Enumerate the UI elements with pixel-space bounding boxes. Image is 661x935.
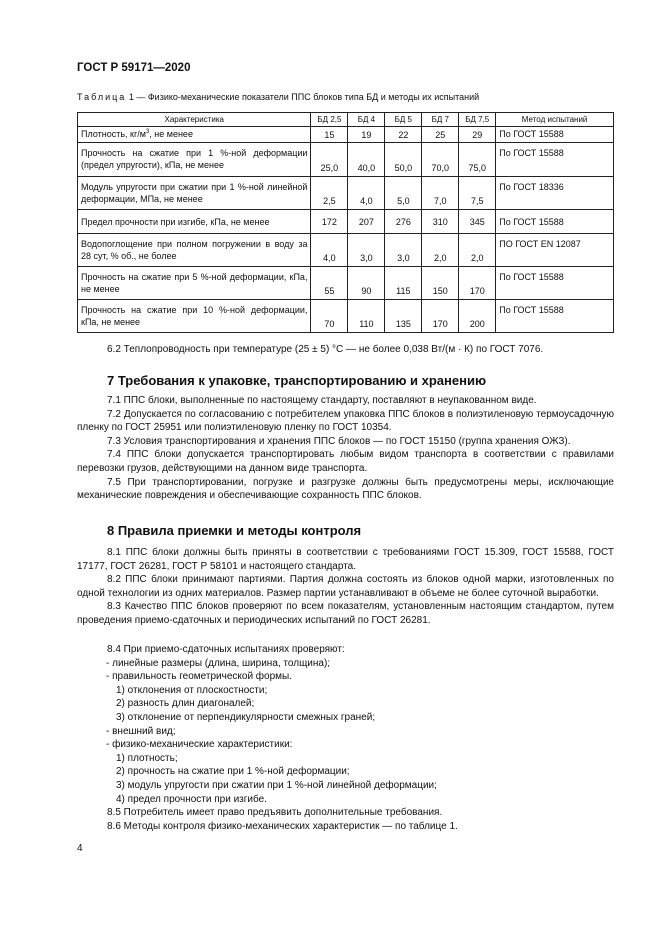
cell-value: 200 — [459, 300, 496, 333]
list-item: 8.5 Потребитель имеет право предъявить дополнительные требования. — [107, 807, 443, 819]
inspection-list — [77, 643, 614, 833]
cell-method: По ГОСТ 15588 — [496, 267, 614, 300]
list-item: 8.6 Методы контроля физико-механических характеристик — по таблице 1. — [107, 820, 458, 832]
cell-value: 75,0 — [459, 143, 496, 177]
cell-value: 207 — [348, 210, 385, 234]
paragraph-7-5: 7.5 При транспортировании, погрузке и разгрузке должны быть предусмотрены меры, исключающие механические повреждения и обеспечивающие сохранность ППС блоков. — [77, 476, 614, 502]
list-item: 2) разность длин диагоналей; — [116, 698, 255, 710]
row-label: Прочность на сжатие при 10 %-ной деформации, кПа, не менее — [78, 300, 311, 333]
cell-value: 70 — [311, 300, 348, 333]
cell-value: 29 — [459, 127, 496, 143]
cell-value: 50,0 — [385, 143, 422, 177]
cell-value: 276 — [385, 210, 422, 234]
col-header: БД 7,5 — [459, 113, 496, 127]
list-item: - внешний вид; — [106, 725, 176, 737]
col-header: БД 2,5 — [311, 113, 348, 127]
cell-value: 2,5 — [311, 177, 348, 210]
cell-value: 15 — [311, 127, 348, 143]
list-item: 2) прочность на сжатие при 1 %-ной деформации; — [116, 766, 350, 778]
table-row — [78, 234, 614, 267]
col-header: БД 5 — [385, 113, 422, 127]
properties-table — [77, 112, 614, 333]
table-row — [78, 127, 614, 143]
list-item: 1) плотность; — [116, 752, 178, 764]
cell-value: 22 — [385, 127, 422, 143]
paragraph-8-1: 8.1 ППС блоки должны быть приняты в соответствии с требованиями ГОСТ 15.309, ГОСТ 15588, ГОСТ 17177, ГОСТ 26281, ГОСТ Р 58101 и настоящего стандарта. — [77, 547, 614, 572]
cell-value: 115 — [385, 267, 422, 300]
row-label: Прочность на сжатие при 5 %-ной деформации, кПа, не менее — [78, 267, 311, 300]
section-8-body — [77, 546, 614, 628]
section-7-title: 7 Требования к упаковке, транспортированию и хранению — [107, 373, 487, 388]
page-number: 4 — [77, 843, 83, 854]
paragraph-7-3: 7.3 Условия транспортирования и хранения ППС блоков — по ГОСТ 15150 (группа хранения ОЖЗ). — [107, 435, 571, 447]
col-header: Метод испытаний — [496, 113, 614, 127]
cell-value: 7,0 — [422, 177, 459, 210]
cell-value: 4,0 — [311, 234, 348, 267]
cell-value: 172 — [311, 210, 348, 234]
paragraph-7-2: 7.2 Допускается по согласованию с потребителем упаковка ППС блоков в полиэтиленовую термоусадочную пленку по ГОСТ 25951 или полиэтиленовую пленку по ГОСТ 10354. — [77, 408, 614, 434]
list-item: 8.4 При приемо-сдаточных испытаниях проверяют: — [107, 644, 345, 655]
table-row — [78, 210, 614, 234]
paragraph-6-2: 6.2 Теплопроводность при температуре (25 ± 5) °С — не более 0,038 Вт/(м · К) по ГОСТ 7076. — [107, 344, 544, 355]
paragraph-7-4: 7.4 ППС блоки допускается транспортировать любым видом транспорта в соответствии с правилами перевозки грузов, действующими на данном виде транспорта. — [77, 449, 614, 474]
cell-method: По ГОСТ 15588 — [496, 300, 614, 333]
col-header: БД 7 — [422, 113, 459, 127]
paragraph-7-1: 7.1 ППС блоки, выполненные по настоящему стандарту, поставляют в неупакованном виде. — [107, 395, 537, 406]
row-label: Прочность на сжатие при 1 %-ной деформации (предел упругости), кПа, не менее — [78, 143, 311, 177]
cell-method: По ГОСТ 15588 — [496, 210, 614, 234]
cell-value: 4,0 — [348, 177, 385, 210]
cell-value: 3,0 — [348, 234, 385, 267]
section-7-body — [77, 394, 614, 503]
table-row — [78, 300, 614, 333]
row-label: Водопоглощение при полном погружении в воду за 28 сут, % об., не более — [78, 234, 311, 267]
table-row — [78, 177, 614, 210]
cell-method: По ГОСТ 18336 — [496, 177, 614, 210]
col-header: Характеристика — [78, 113, 311, 127]
cell-method: ПО ГОСТ EN 12087 — [496, 234, 614, 267]
cell-value: 7,5 — [459, 177, 496, 210]
cell-value: 150 — [422, 267, 459, 300]
table-caption-text: 1 — Физико-механические показатели ППС блоков типа БД и методы их испытаний — [128, 92, 480, 102]
cell-method: По ГОСТ 15588 — [496, 127, 614, 143]
list-item: - правильность геометрической формы. — [106, 671, 293, 683]
cell-value: 310 — [422, 210, 459, 234]
table-caption — [77, 92, 479, 102]
table-header-row — [78, 113, 614, 127]
table-row — [78, 267, 614, 300]
list-item: 3) модуль упругости при сжатии при 1 %-ной линейной деформации; — [116, 779, 437, 791]
cell-method: По ГОСТ 15588 — [496, 143, 614, 177]
section-8-title: 8 Правила приемки и методы контроля — [107, 523, 362, 538]
cell-value: 40,0 — [348, 143, 385, 177]
table-caption-word: Таблица — [77, 92, 127, 102]
list-item: - физико-механические характеристики: — [106, 739, 293, 751]
cell-value: 25,0 — [311, 143, 348, 177]
cell-value: 345 — [459, 210, 496, 234]
cell-value: 170 — [459, 267, 496, 300]
list-item: - линейные размеры (длина, ширина, толщина); — [106, 657, 331, 669]
cell-value: 5,0 — [385, 177, 422, 210]
row-label: Предел прочности при изгибе, кПа, не менее — [78, 210, 311, 234]
row-label: Модуль упругости при сжатии при 1 %-ной линейной деформации, МПа, не менее — [78, 177, 311, 210]
cell-value: 110 — [348, 300, 385, 333]
paragraph-8-3: 8.3 Качество ППС блоков проверяют по всем показателям, установленным настоящим стандартом, путем проведения приемо-сдаточных и периодических испытаний по ГОСТ 26281. — [77, 601, 614, 626]
cell-value: 90 — [348, 267, 385, 300]
cell-value: 2,0 — [459, 234, 496, 267]
cell-value: 25 — [422, 127, 459, 143]
cell-value: 3,0 — [385, 234, 422, 267]
paragraph-8-2: 8.2 ППС блоки принимают партиями. Партия должна состоять из блоков одной марки, изготовленных по одной технологии из одних материалов. Размер партии устанавливают в объеме не более суточной выработки. — [77, 574, 614, 599]
col-header: БД 4 — [348, 113, 385, 127]
row-label: Плотность, $кг/м^3$, не менее — [78, 127, 311, 143]
list-item: 4) предел прочности при изгибе. — [116, 793, 267, 805]
cell-value: 19 — [348, 127, 385, 143]
cell-value: 70,0 — [422, 143, 459, 177]
cell-value: 2,0 — [422, 234, 459, 267]
cell-value: 170 — [422, 300, 459, 333]
list-item: 1) отклонения от плоскостности; — [116, 684, 268, 696]
list-item: 3) отклонение от перпендикулярности смежных граней; — [116, 711, 376, 723]
table-row — [78, 143, 614, 177]
cell-value: 135 — [385, 300, 422, 333]
document-header: ГОСТ Р 59171—2020 — [77, 62, 191, 74]
cell-value: 55 — [311, 267, 348, 300]
